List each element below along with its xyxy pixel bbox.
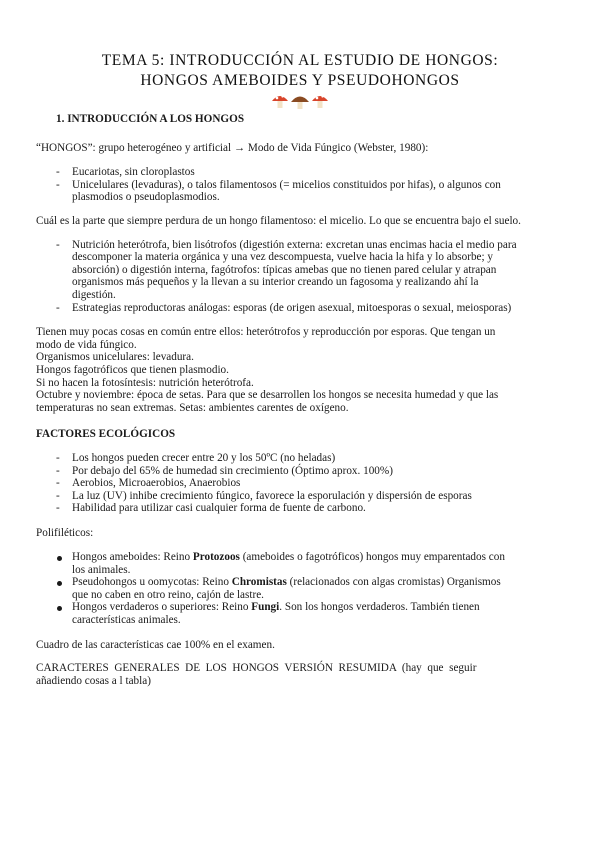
caracteres-line-1: CARACTERES GENERALES DE LOS HONGOS VERSIÓN RESUMIDA (hay que seguir bbox=[36, 662, 477, 674]
bullet-dot bbox=[57, 581, 62, 586]
hongos-definition: “HONGOS”: grupo heterogéneo y artificial → Modo de Vida Fúngico (Webster, 1980): bbox=[36, 142, 429, 154]
list-item-cont: que no caben en otro reino, cajón de lastre. bbox=[72, 589, 264, 601]
list-item: Estrategias reproductoras análogas: esporas (de origen asexual, mitoesporas o sexual, meiosporas) bbox=[72, 302, 512, 314]
title-line-2: HONGOS AMEBOIDES Y PSEUDOHONGOS bbox=[140, 72, 460, 89]
list-item: Nutrición heterótrofa, bien lisótrofos (digestión externa: excretan unas encimas hacia el medio para bbox=[72, 239, 517, 251]
caracteres-line-2: añadiendo cosas a l tabla) bbox=[36, 675, 151, 687]
list-item: Hongos ameboides: Reino Protozoos (ameboides o fagotróficos) hongos muy emparentados con bbox=[72, 551, 505, 563]
list-item-cont: descomponer la materia orgánica y una vez descompuesta, vuelve hacia la hifa y lo absorbe; y bbox=[72, 251, 494, 263]
note-line: modo de vida fúngico. bbox=[36, 339, 137, 351]
list-item: Eucariotas, sin cloroplastos bbox=[72, 166, 195, 178]
mushroom-icons bbox=[270, 92, 330, 110]
list-item: Unicelulares (levaduras), o talos filamentosos (= micelios constituidos por hifas), o algunos con bbox=[72, 179, 501, 191]
note-line: Octubre y noviembre: época de setas. Para que se desarrollen los hongos se necesita humedad y que las bbox=[36, 389, 499, 401]
list-item-cont: los animales. bbox=[72, 564, 131, 576]
mushroom-icon-red bbox=[312, 95, 328, 108]
list-item: Habilidad para utilizar casi cualquier forma de fuente de carbono. bbox=[72, 502, 366, 514]
list-item-cont: características animales. bbox=[72, 614, 181, 626]
dash-bullet: - bbox=[56, 490, 60, 502]
list-item-cont: organismos más pequeños y la llevan a su interior creando un fagosoma y realizando ahí la bbox=[72, 276, 479, 288]
polifileticos-label: Polifiléticos: bbox=[36, 527, 94, 539]
list-item-cont: plasmodios o pseudoplasmodios. bbox=[72, 191, 220, 203]
dash-bullet: - bbox=[56, 179, 60, 191]
dash-bullet: - bbox=[56, 452, 60, 464]
note-line: Si no hacen la fotosíntesis: nutrición heterótrofa. bbox=[36, 377, 254, 389]
mushroom-icon-brown bbox=[291, 97, 309, 110]
note-line: Hongos fagotróficos que tienen plasmodio. bbox=[36, 364, 229, 376]
section-heading: 1. INTRODUCCIÓN A LOS HONGOS bbox=[56, 113, 245, 125]
list-item: La luz (UV) inhibe crecimiento fúngico, favorece la esporulación y dispersión de esporas bbox=[72, 490, 472, 502]
dash-bullet: - bbox=[56, 239, 60, 251]
mushroom-icon-red bbox=[272, 95, 288, 108]
list-item: Los hongos pueden crecer entre 20 y los 50ºC (no heladas) bbox=[72, 452, 336, 464]
cuadro-note: Cuadro de las características cae 100% en el examen. bbox=[36, 639, 275, 651]
list-item: Pseudohongos u oomycotas: Reino Chromistas (relacionados con algas cromistas) Organismos bbox=[72, 576, 501, 588]
list-item: Por debajo del 65% de humedad sin crecimiento (Óptimo aprox. 100%) bbox=[72, 465, 393, 477]
dash-bullet: - bbox=[56, 502, 60, 514]
micelio-paragraph: Cuál es la parte que siempre perdura de un hongo filamentoso: el micelio. Lo que se encuentra bajo el suelo. bbox=[36, 215, 521, 227]
note-line: Organismos unicelulares: levadura. bbox=[36, 351, 194, 363]
list-item-cont: digestión. bbox=[72, 289, 116, 301]
bullet-dot bbox=[57, 606, 62, 611]
factores-heading: FACTORES ECOLÓGICOS bbox=[36, 428, 176, 440]
bullet-dot bbox=[57, 556, 62, 561]
list-item: Aerobios, Microaerobios, Anaerobios bbox=[72, 477, 241, 489]
list-item: Hongos verdaderos o superiores: Reino Fungi. Son los hongos verdaderos. También tienen bbox=[72, 601, 480, 613]
note-line: temperaturas no sean extremas. Setas: ambientes carentes de oxígeno. bbox=[36, 402, 349, 414]
dash-bullet: - bbox=[56, 302, 60, 314]
dash-bullet: - bbox=[56, 465, 60, 477]
dash-bullet: - bbox=[56, 477, 60, 489]
list-item-cont: absorción) o digestión interna, fagótrofos: típicas amebas que no tienen pared celular y atrapan bbox=[72, 264, 497, 276]
note-line: Tienen muy pocas cosas en común entre ellos: heterótrofos y reproducción por esporas. Que tengan un bbox=[36, 326, 496, 338]
dash-bullet: - bbox=[56, 166, 60, 178]
title-line-1: TEMA 5: INTRODUCCIÓN AL ESTUDIO DE HONGOS: bbox=[101, 52, 499, 69]
